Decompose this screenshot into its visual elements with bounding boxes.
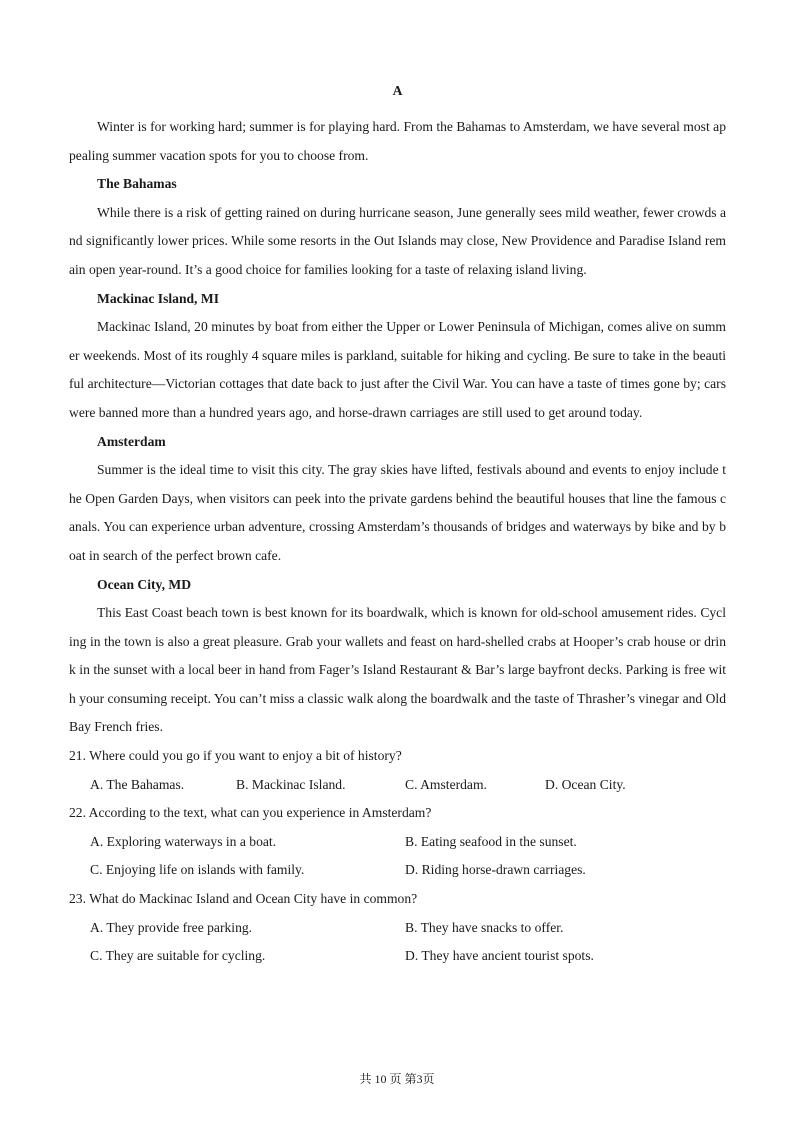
destination-paragraph-mackinac: Mackinac Island, 20 minutes by boat from either the Upper or Lower Peninsula of Michigan, comes alive on summer weekends. Most of its roughly 4 square miles is parkland, suitable for hiking and cycling. Be sure to take in the beautiful architecture—Victorian cottages that date back to just after the Civil War. You can have a taste of times gone by; cars were banned more than a hundred years ago, and horse-drawn carriages are still used to get around today.: [69, 319, 726, 420]
option-c[interactable]: C. They are suitable for cycling.: [90, 948, 266, 964]
question-22: 22. According to the text, what can you experience in Amsterdam?: [69, 805, 432, 821]
question-23-options-row-1: [69, 914, 726, 943]
question-21: 21. Where could you go if you want to enjoy a bit of history?: [69, 748, 402, 764]
passage-content: [69, 113, 726, 971]
question-22-options-row-1: [69, 828, 726, 857]
option-b[interactable]: B. Mackinac Island.: [236, 776, 346, 792]
question-21-options: [69, 771, 726, 800]
destination-heading-mackinac: Mackinac Island, MI: [97, 290, 219, 306]
question-23: 23. What do Mackinac Island and Ocean City have in common?: [69, 891, 418, 907]
question-22-options-row-2: [69, 856, 726, 885]
destination-heading-amsterdam: Amsterdam: [97, 433, 166, 449]
option-d[interactable]: D. Riding horse-drawn carriages.: [405, 862, 586, 878]
option-a[interactable]: A. Exploring waterways in a boat.: [90, 833, 277, 849]
page-footer: 共 10 页 第3页: [359, 1072, 435, 1086]
option-d[interactable]: D. They have ancient tourist spots.: [405, 948, 594, 964]
option-a[interactable]: A. The Bahamas.: [90, 776, 185, 792]
destination-paragraph-amsterdam: Summer is the ideal time to visit this city. The gray skies have lifted, festivals abound and events to enjoy include the Open Garden Days, when visitors can peek into the private gardens behind the beautiful houses that line the famous canals. You can experience urban adventure, crossing Amsterdam’s thousands of bridges and waterways by bike and by boat in search of the perfect brown cafe.: [69, 462, 726, 563]
option-a[interactable]: A. They provide free parking.: [90, 919, 253, 935]
option-b[interactable]: B. Eating seafood in the sunset.: [405, 833, 577, 849]
intro-paragraph: Winter is for working hard; summer is for playing hard. From the Bahamas to Amsterdam, we have several most appealing summer vacation spots for you to choose from.: [69, 119, 726, 163]
option-b[interactable]: B. They have snacks to offer.: [405, 919, 564, 935]
option-d[interactable]: D. Ocean City.: [545, 776, 626, 792]
option-c[interactable]: C. Enjoying life on islands with family.: [90, 862, 305, 878]
question-23-options-row-2: [69, 942, 726, 971]
destination-heading-bahamas: The Bahamas: [97, 176, 177, 192]
section-title: A: [392, 83, 403, 98]
option-c[interactable]: C. Amsterdam.: [405, 776, 487, 792]
destination-paragraph-ocean-city: This East Coast beach town is best known for its boardwalk, which is known for old-school amusement rides. Cycling in the town is also a great pleasure. Grab your wallets and feast on hard-shelled crabs at Hooper’s crab house or drink in the sunset with a local beer in hand from Fager’s Island Restaurant & Bar’s large bayfront decks. Parking is free with your consuming receipt. You can’t miss a classic walk along the boardwalk and the taste of Thrasher’s vinegar and Old Bay French fries.: [69, 605, 726, 735]
destination-paragraph-bahamas: While there is a risk of getting rained on during hurricane season, June generally sees mild weather, fewer crowds and significantly lower prices. While some resorts in the Out Islands may close, New Providence and Paradise Island remain open year-round. It’s a good choice for families looking for a taste of relaxing island living.: [69, 204, 726, 277]
destination-heading-ocean-city: Ocean City, MD: [97, 576, 192, 592]
